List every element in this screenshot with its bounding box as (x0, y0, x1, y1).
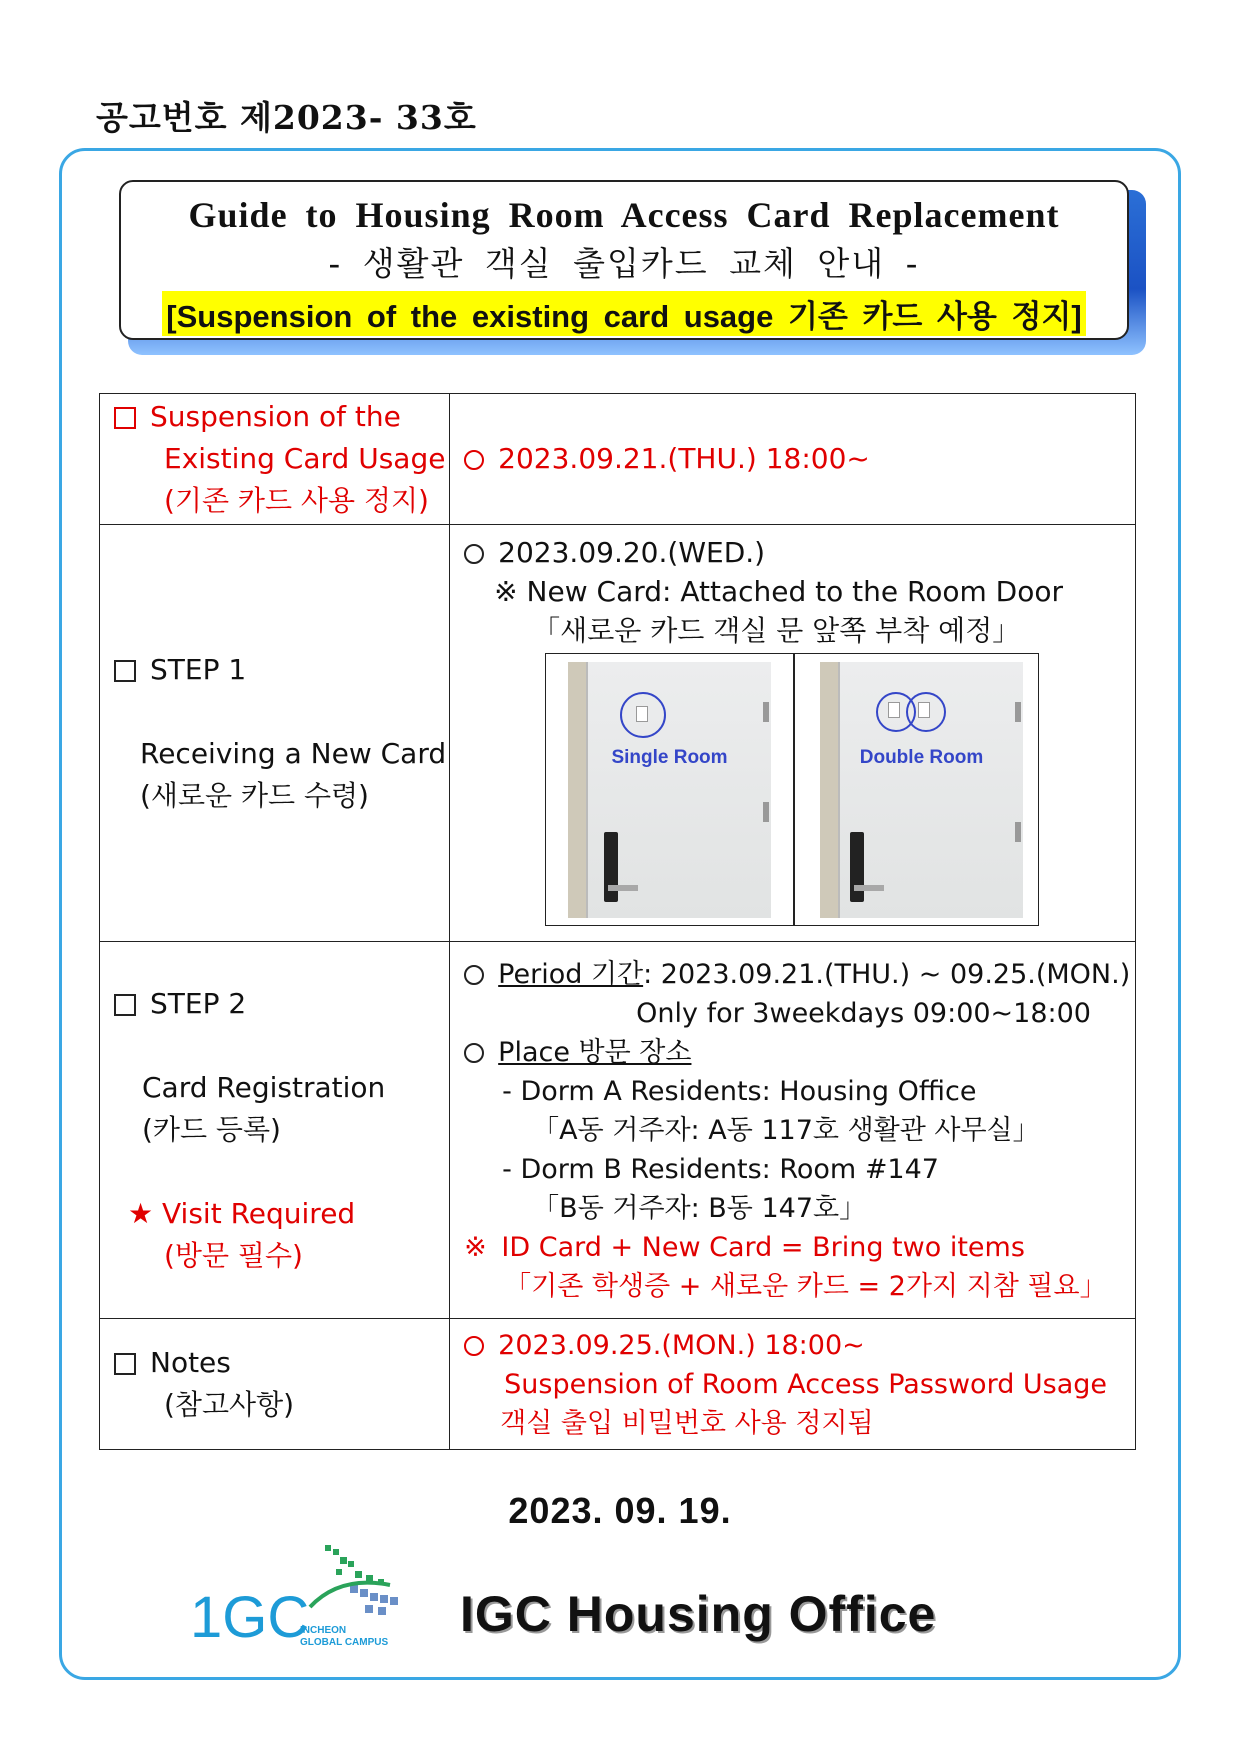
bring-items: ID Card + New Card = Bring two items (501, 1231, 1025, 1263)
notes-label-korean: (참고사항) (164, 1388, 295, 1421)
dorm-b-residents: - Dorm B Residents: Room #147 (502, 1153, 939, 1185)
star-icon: ★ (128, 1197, 154, 1230)
logo-sub-1: INCHEON (300, 1625, 347, 1636)
notes-line-1: Suspension of Room Access Password Usage (504, 1368, 1108, 1400)
row-suspension (100, 394, 1136, 525)
place-label: Place 방문 장소 (498, 1036, 692, 1068)
reference-mark-icon: ※ (494, 575, 518, 608)
single-room-photo (568, 662, 771, 918)
double-room-label: Double Room (859, 747, 984, 768)
checkbox-square-icon (114, 994, 136, 1016)
title-english: Guide to Housing Room Access Card Replacement (188, 195, 1060, 235)
door-photos (545, 653, 1039, 926)
circle-bullet-icon (464, 965, 484, 985)
cell-notes-label (100, 1319, 450, 1450)
period-value: : 2023.09.21.(THU.) ~ 09.25.(MON.) (643, 958, 1131, 990)
reference-mark-icon: ※ (464, 1231, 487, 1263)
title-highlight: [Suspension of the existing card usage 기존 카드 사용 정지] (162, 291, 1085, 336)
checkbox-square-icon (114, 660, 136, 682)
cell-step1-label (100, 525, 450, 942)
step2-label: STEP 2 (150, 987, 247, 1020)
checkbox-square-icon (114, 1353, 136, 1375)
title-box (119, 180, 1129, 340)
suspension-date: 2023.09.21.(THU.) 18:00~ (498, 442, 870, 475)
title-korean: - 생활관 객실 출입카드 교체 안내 - (328, 244, 920, 283)
circle-bullet-icon (464, 1043, 484, 1063)
dorm-a-residents-korean: 「A동 거주자: A동 117호 생활관 사무실」 (532, 1114, 1040, 1146)
step1-sub-korean: (새로운 카드 수령) (140, 779, 369, 812)
visit-required-korean: (방문 필수) (164, 1239, 303, 1272)
visit-required: Visit Required (162, 1197, 356, 1230)
cell-suspension-label (100, 394, 450, 525)
igc-logo (190, 1545, 430, 1655)
notes-date: 2023.09.25.(MON.) 18:00~ (498, 1329, 865, 1361)
logo-text: 1GC (190, 1585, 310, 1650)
step1-sub-english: Receiving a New Card (140, 737, 447, 770)
dorm-a-residents: - Dorm A Residents: Housing Office (502, 1075, 977, 1107)
single-room-label: Single Room (611, 747, 728, 768)
notice-date: 2023. 09. 19. (508, 1490, 732, 1531)
cell-step2-detail (450, 942, 1136, 1319)
cell-step2-label (100, 942, 450, 1319)
dorm-b-residents-korean: 「B동 거주자: B동 147호」 (532, 1192, 867, 1224)
housing-office-name: IGC Housing Office (460, 1586, 937, 1642)
period-hours: Only for 3weekdays 09:00~18:00 (636, 997, 1091, 1029)
double-room-photo (820, 662, 1023, 918)
circle-bullet-icon (464, 450, 484, 470)
igc-logo-icon (190, 1545, 430, 1655)
step2-sub-english: Card Registration (142, 1071, 386, 1104)
step1-note-korean: 「새로운 카드 객실 문 앞쪽 부착 예정」 (532, 614, 1021, 647)
step1-note: New Card: Attached to the Room Door (526, 575, 1064, 608)
checkbox-square-icon (114, 407, 136, 429)
row-notes (100, 1319, 1136, 1450)
suspension-label-1: Suspension of the (150, 400, 401, 433)
period-label: Period 기간 (498, 958, 644, 990)
logo-sub-2: GLOBAL CAMPUS (300, 1637, 389, 1648)
step2-sub-korean: (카드 등록) (142, 1113, 281, 1146)
circle-bullet-icon (464, 1336, 484, 1356)
cell-suspension-date (450, 394, 1136, 525)
notes-label: Notes (150, 1346, 231, 1379)
notes-line-2: 객실 출입 비밀번호 사용 정지됨 (500, 1407, 874, 1439)
bring-items-korean: 「기존 학생증 + 새로운 카드 = 2가지 지참 필요」 (504, 1270, 1107, 1302)
door-lock (850, 832, 864, 902)
step1-label: STEP 1 (150, 653, 247, 686)
suspension-label-3: (기존 카드 사용 정지) (164, 484, 429, 517)
circle-bullet-icon (464, 544, 484, 564)
suspension-label-2: Existing Card Usage (164, 442, 446, 475)
row-step2 (100, 942, 1136, 1319)
notice-number: 공고번호 제2023- 33호 (96, 98, 477, 137)
cell-notes-detail (450, 1319, 1136, 1450)
step1-date: 2023.09.20.(WED.) (498, 536, 766, 569)
door-lock (604, 832, 618, 902)
